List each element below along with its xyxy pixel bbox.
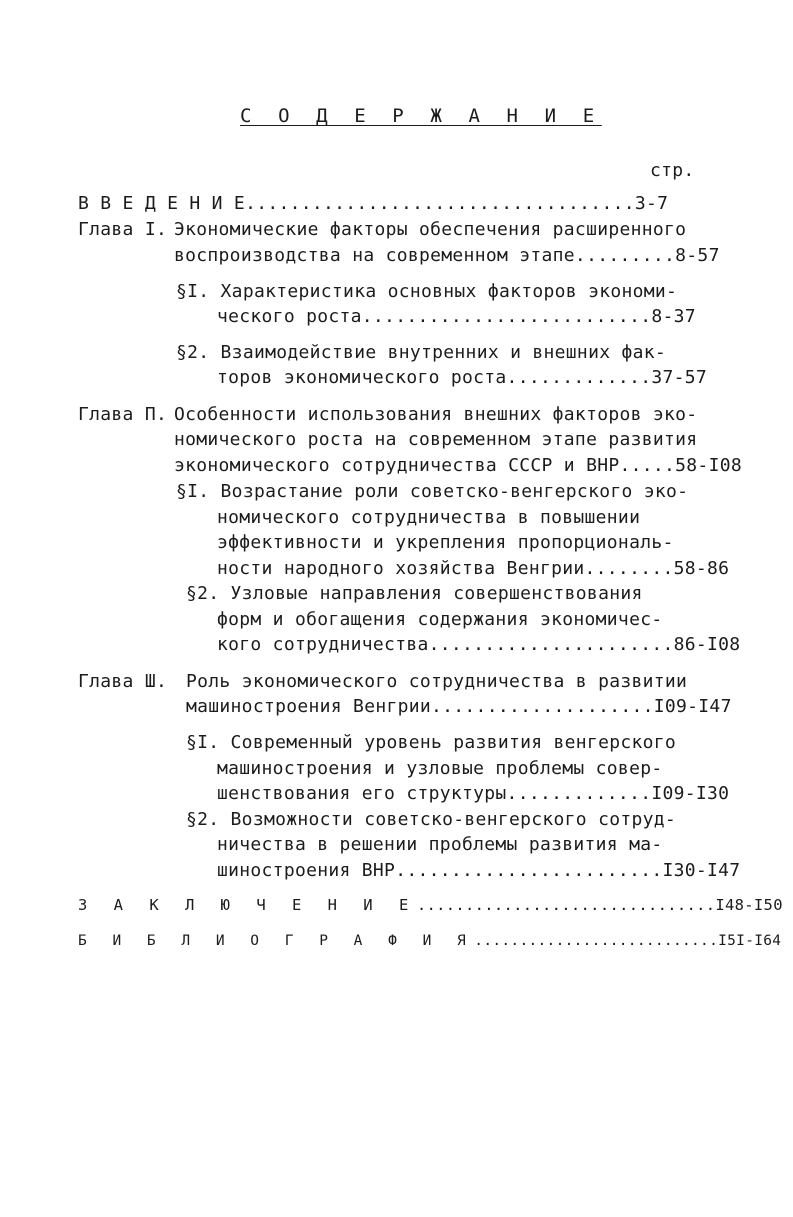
chapter-2-section-1-line-3: эффективности и укрепления пропорциональ- — [217, 532, 674, 553]
chapter-3-section-2-line-1: §2. Возможности советско-венгерского сотруд- — [186, 809, 677, 830]
toc-entry-conclusion — [78, 894, 783, 916]
chapter-3-title-line-2: машиностроения Венгрии....................I09-I47 — [186, 696, 732, 717]
chapter-1-section-2-line-1: §2. Взаимодействие внутренних и внешних фак- — [176, 342, 667, 363]
conclusion-leader: ...............................I48-I50 — [416, 896, 783, 914]
chapter-1-section-1-line-2: ческого роста..........................8-37 — [217, 306, 696, 327]
toc-entry-introduction — [78, 193, 668, 215]
chapter-2-title-line-3: экономического сотрудничества СССР и ВНР.....58-I08 — [174, 455, 742, 476]
chapter-2-section-1-line-1: §I. Возрастание роли советско-венгерского эко- — [176, 481, 689, 502]
chapter-1-section-1-line-1: §I. Характеристика основных факторов экономи- — [176, 281, 678, 302]
chapter-3-section-1-line-1: §I. Современный уровень развития венгерского — [186, 732, 677, 753]
chapter-2-section-2-line-2: форм и обогащения содержания экономичес- — [217, 609, 663, 630]
toc-title: С О Д Е Р Ж А Н И Е — [240, 105, 602, 127]
chapter-3-section-2-line-2: ничества в решении проблемы развития ма- — [217, 834, 663, 855]
chapter-2-section-1-line-4: ности народного хозяйства Венгрии........58-86 — [217, 558, 730, 579]
chapter-1-title-line-1: Экономические факторы обеспечения расширенного — [174, 219, 687, 240]
bibliography-label: Б И Б Л И О Г Р А Ф И Я — [78, 933, 475, 949]
intro-leader: ...................................3-7 — [245, 193, 669, 214]
chapter-3-section-2-line-3: шиностроения ВНР........................I30-I47 — [217, 860, 741, 881]
chapter-2-section-1-line-2: номического сотрудничества в повышении — [217, 507, 641, 528]
toc-entry-bibliography — [78, 930, 781, 952]
conclusion-label: З А К Л Ю Ч Е Н И Е — [78, 896, 417, 914]
intro-label: В В Е Д Е Н И Е — [78, 193, 246, 214]
chapter-2-section-2-line-3: кого сотрудничества......................86-I08 — [217, 634, 741, 655]
bibliography-leader: ...........................I5I-I64 — [474, 933, 782, 949]
chapter-2-section-2-line-1: §2. Узловые направления совершенствования — [186, 583, 643, 604]
chapter-3-section-1-line-3: шенствования его структуры.............I09-I30 — [217, 783, 730, 804]
page-column-label: стр. — [650, 160, 695, 181]
chapter-1-title-line-2: воспроизводства на современном этапе.........8-57 — [174, 245, 720, 266]
chapter-2-title-line-1: Особенности использования внешних факторов эко- — [174, 404, 698, 425]
chapter-3-section-1-line-2: машиностроения и узловые проблемы совер- — [217, 758, 663, 779]
chapter-1-label: Глава I. — [78, 219, 168, 240]
chapter-3-title-line-1: Роль экономического сотрудничества в развитии — [186, 671, 688, 692]
chapter-2-label: Глава П. — [78, 404, 168, 425]
chapter-3-label: Глава Ш. — [78, 671, 168, 692]
chapter-2-title-line-2: номического роста на современном этапе развития — [174, 429, 698, 450]
chapter-1-section-2-line-2: торов экономического роста.............37-57 — [217, 367, 708, 388]
